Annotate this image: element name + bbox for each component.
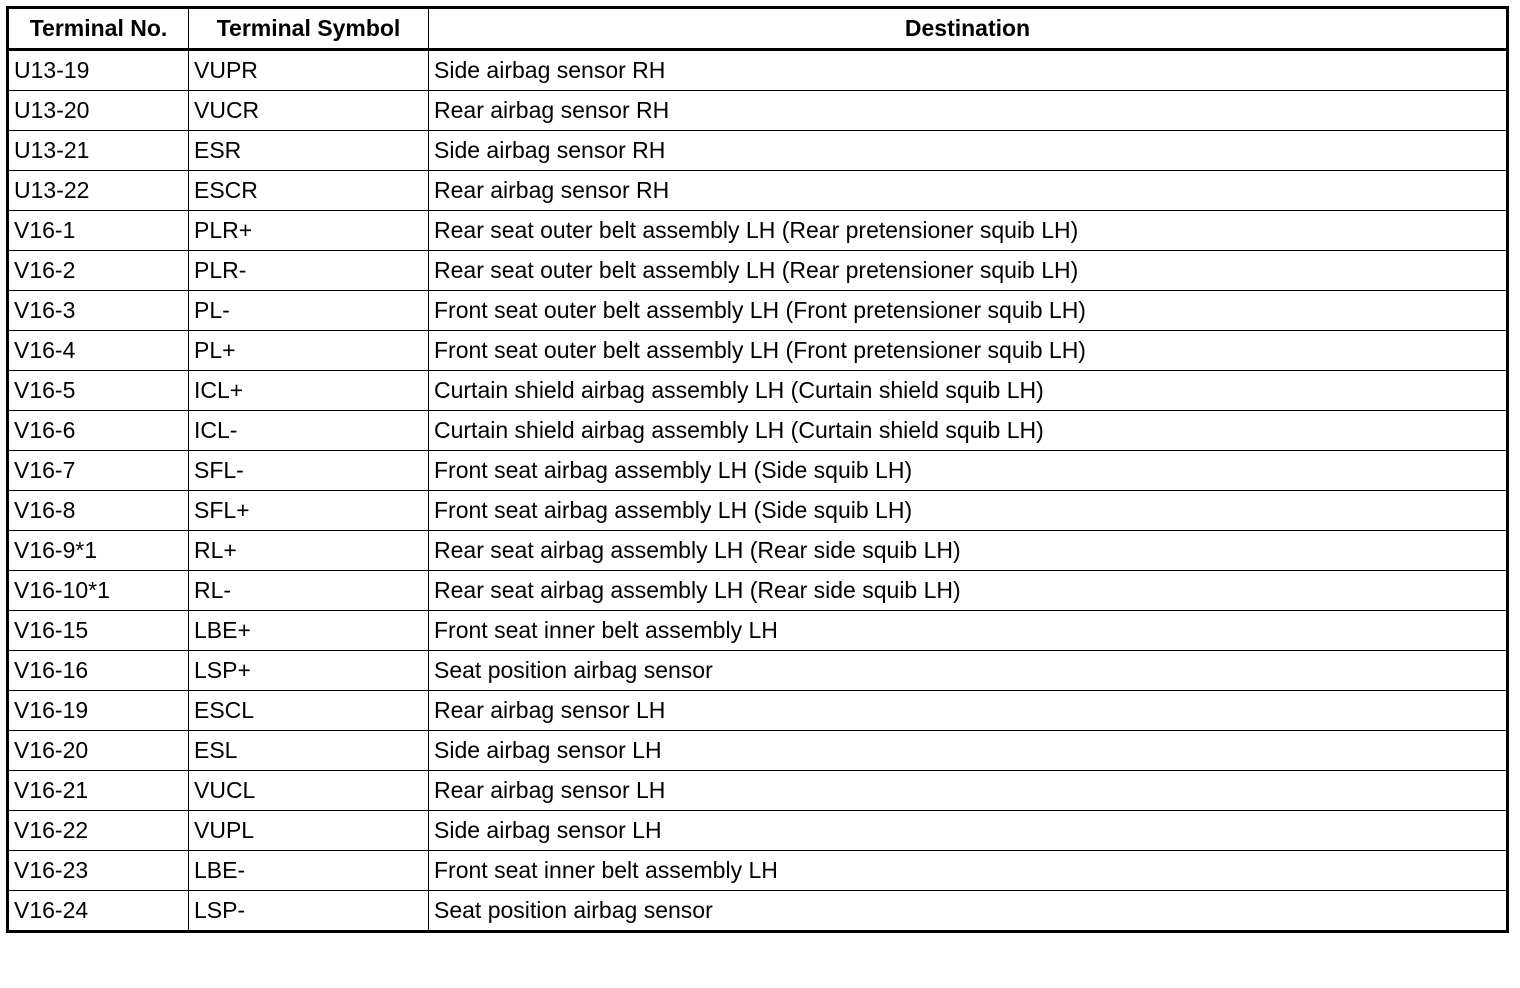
cell-destination: Seat position airbag sensor — [429, 651, 1508, 691]
cell-terminal-no: V16-22 — [8, 811, 189, 851]
header-terminal-symbol: Terminal Symbol — [189, 8, 429, 50]
cell-terminal-symbol: PLR+ — [189, 211, 429, 251]
cell-terminal-no: V16-24 — [8, 891, 189, 932]
cell-destination: Rear airbag sensor RH — [429, 171, 1508, 211]
cell-terminal-no: V16-16 — [8, 651, 189, 691]
cell-terminal-symbol: SFL- — [189, 451, 429, 491]
cell-terminal-no: V16-23 — [8, 851, 189, 891]
table-row — [8, 771, 1508, 811]
table-row — [8, 691, 1508, 731]
cell-terminal-no: V16-10*1 — [8, 571, 189, 611]
table-row — [8, 211, 1508, 251]
table-row — [8, 91, 1508, 131]
cell-destination: Side airbag sensor RH — [429, 131, 1508, 171]
cell-terminal-symbol: PL+ — [189, 331, 429, 371]
cell-destination: Front seat inner belt assembly LH — [429, 611, 1508, 651]
cell-terminal-symbol: LBE+ — [189, 611, 429, 651]
cell-terminal-no: U13-19 — [8, 50, 189, 91]
cell-terminal-symbol: PLR- — [189, 251, 429, 291]
cell-terminal-no: V16-6 — [8, 411, 189, 451]
table-row — [8, 491, 1508, 531]
table-row — [8, 331, 1508, 371]
cell-destination: Curtain shield airbag assembly LH (Curtain shield squib LH) — [429, 411, 1508, 451]
cell-terminal-symbol: RL- — [189, 571, 429, 611]
cell-terminal-symbol: ESCL — [189, 691, 429, 731]
table-row — [8, 291, 1508, 331]
cell-terminal-symbol: ICL+ — [189, 371, 429, 411]
cell-destination: Seat position airbag sensor — [429, 891, 1508, 932]
cell-terminal-no: V16-20 — [8, 731, 189, 771]
table-row — [8, 611, 1508, 651]
cell-destination: Front seat airbag assembly LH (Side squib LH) — [429, 451, 1508, 491]
cell-destination: Side airbag sensor LH — [429, 811, 1508, 851]
cell-destination: Rear airbag sensor RH — [429, 91, 1508, 131]
header-terminal-no: Terminal No. — [8, 8, 189, 50]
table-row — [8, 50, 1508, 91]
cell-terminal-symbol: RL+ — [189, 531, 429, 571]
cell-terminal-no: V16-19 — [8, 691, 189, 731]
terminal-table-container — [6, 6, 1506, 933]
cell-terminal-no: V16-8 — [8, 491, 189, 531]
cell-destination: Side airbag sensor RH — [429, 50, 1508, 91]
cell-destination: Curtain shield airbag assembly LH (Curtain shield squib LH) — [429, 371, 1508, 411]
cell-destination: Front seat airbag assembly LH (Side squib LH) — [429, 491, 1508, 531]
table-row — [8, 651, 1508, 691]
cell-destination: Rear seat airbag assembly LH (Rear side squib LH) — [429, 531, 1508, 571]
cell-terminal-symbol: ESCR — [189, 171, 429, 211]
cell-destination: Rear seat outer belt assembly LH (Rear pretensioner squib LH) — [429, 251, 1508, 291]
table-body — [8, 50, 1508, 932]
cell-terminal-no: U13-20 — [8, 91, 189, 131]
cell-terminal-no: V16-21 — [8, 771, 189, 811]
cell-terminal-symbol: SFL+ — [189, 491, 429, 531]
cell-terminal-no: V16-3 — [8, 291, 189, 331]
cell-terminal-symbol: PL- — [189, 291, 429, 331]
table-header — [8, 8, 1508, 50]
table-row — [8, 371, 1508, 411]
cell-terminal-symbol: LBE- — [189, 851, 429, 891]
cell-terminal-symbol: VUPR — [189, 50, 429, 91]
cell-terminal-no: V16-1 — [8, 211, 189, 251]
cell-terminal-no: U13-22 — [8, 171, 189, 211]
table-row — [8, 131, 1508, 171]
table-row — [8, 451, 1508, 491]
table-row — [8, 251, 1508, 291]
terminal-table — [6, 6, 1509, 933]
cell-terminal-symbol: VUCR — [189, 91, 429, 131]
cell-terminal-symbol: ESR — [189, 131, 429, 171]
cell-terminal-no: V16-9*1 — [8, 531, 189, 571]
cell-terminal-symbol: LSP+ — [189, 651, 429, 691]
cell-destination: Side airbag sensor LH — [429, 731, 1508, 771]
table-row — [8, 571, 1508, 611]
cell-destination: Rear airbag sensor LH — [429, 691, 1508, 731]
cell-terminal-symbol: VUCL — [189, 771, 429, 811]
cell-terminal-symbol: ICL- — [189, 411, 429, 451]
cell-terminal-no: V16-15 — [8, 611, 189, 651]
table-row — [8, 851, 1508, 891]
table-row — [8, 171, 1508, 211]
header-row — [8, 8, 1508, 50]
table-row — [8, 891, 1508, 932]
cell-destination: Rear airbag sensor LH — [429, 771, 1508, 811]
cell-terminal-no: V16-2 — [8, 251, 189, 291]
cell-destination: Front seat outer belt assembly LH (Front pretensioner squib LH) — [429, 291, 1508, 331]
cell-destination: Front seat outer belt assembly LH (Front pretensioner squib LH) — [429, 331, 1508, 371]
cell-destination: Rear seat outer belt assembly LH (Rear pretensioner squib LH) — [429, 211, 1508, 251]
cell-terminal-symbol: LSP- — [189, 891, 429, 932]
table-row — [8, 731, 1508, 771]
cell-terminal-no: V16-4 — [8, 331, 189, 371]
cell-terminal-symbol: ESL — [189, 731, 429, 771]
header-destination: Destination — [429, 8, 1508, 50]
cell-terminal-no: U13-21 — [8, 131, 189, 171]
cell-terminal-symbol: VUPL — [189, 811, 429, 851]
cell-destination: Front seat inner belt assembly LH — [429, 851, 1508, 891]
table-row — [8, 811, 1508, 851]
cell-destination: Rear seat airbag assembly LH (Rear side squib LH) — [429, 571, 1508, 611]
table-row — [8, 531, 1508, 571]
cell-terminal-no: V16-5 — [8, 371, 189, 411]
cell-terminal-no: V16-7 — [8, 451, 189, 491]
table-row — [8, 411, 1508, 451]
